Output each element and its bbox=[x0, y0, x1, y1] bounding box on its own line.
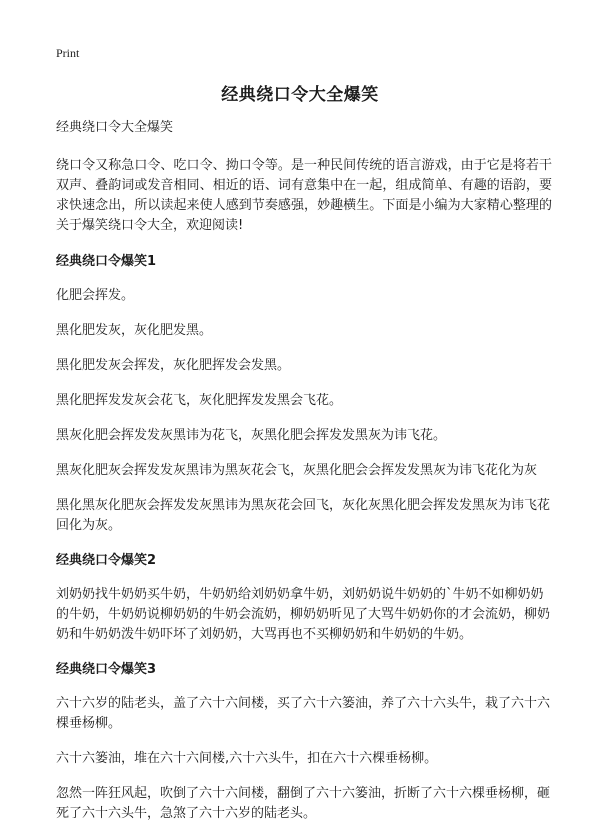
tongue-twister-line: 黑化肥挥发发灰会花飞，灰化肥挥发发黑会飞花。 bbox=[56, 393, 343, 408]
tongue-twister-line: 六十六篓油，堆在六十六间楼,六十六头牛，扣在六十六棵垂杨柳。 bbox=[56, 751, 438, 766]
article-body bbox=[56, 118, 552, 839]
tongue-twister-line: 刘奶奶找牛奶奶买牛奶，牛奶奶给刘奶奶拿牛奶，刘奶奶说牛奶奶的`牛奶不如柳奶奶的牛奶，牛奶奶说柳奶奶的牛奶会流奶，柳奶奶听见了大骂牛奶奶你的才会流奶，柳奶奶和牛奶奶泼牛奶吓坏了刘奶奶，大骂再也不买柳奶奶和牛奶奶的牛奶。 bbox=[56, 587, 551, 642]
section-1 bbox=[56, 252, 552, 536]
tongue-twister-line: 黑化肥发灰，灰化肥发黑。 bbox=[56, 323, 213, 338]
print-link[interactable]: Print bbox=[56, 46, 80, 60]
page-title: 经典绕口令大全爆笑 bbox=[221, 85, 379, 105]
section-2 bbox=[56, 551, 552, 645]
intro-paragraph: 绕口令又称急口令、吃口令、拗口令等。是一种民间传统的语言游戏，由于它是将若干双声、叠韵词或发音相同、相近的语、词有意集中在一起，组成简单、有趣的语韵，要求快速念出，所以读起来使人感到节奏感强，妙趣横生。下面是小编为大家精心整理的关于爆笑绕口令大全，欢迎阅读! bbox=[56, 158, 552, 233]
tongue-twister-line: 黑化肥发灰会挥发，灰化肥挥发会发黑。 bbox=[56, 358, 291, 373]
section-heading: 经典绕口令爆笑2 bbox=[56, 553, 157, 568]
tongue-twister-line: 黑灰化肥灰会挥发发灰黑讳为黑灰花会飞，灰黑化肥会会挥发发黑灰为讳飞花化为灰 bbox=[56, 463, 538, 478]
tongue-twister-line: 忽然一阵狂风起，吹倒了六十六间楼，翻倒了六十六篓油，折断了六十六棵垂杨柳，砸死了六十六头牛，急煞了六十六岁的陆老头。 bbox=[56, 786, 551, 821]
tongue-twister-line: 六十六岁的陆老头，盖了六十六间楼，买了六十六篓油，养了六十六头牛，栽了六十六棵垂杨柳。 bbox=[56, 696, 551, 731]
section-3 bbox=[56, 660, 552, 824]
tongue-twister-line: 黑灰化肥会挥发发灰黑讳为花飞，灰黑化肥会挥发发黑灰为讳飞花。 bbox=[56, 428, 447, 443]
tongue-twister-line: 黑化黑灰化肥灰会挥发发灰黑讳为黑灰花会回飞，灰化灰黑化肥会挥发发黑灰为讳飞花回化为灰。 bbox=[56, 498, 551, 533]
section-heading: 经典绕口令爆笑1 bbox=[56, 254, 157, 269]
section-heading: 经典绕口令爆笑3 bbox=[56, 662, 157, 677]
article-subtitle: 经典绕口令大全爆笑 bbox=[56, 120, 174, 135]
tongue-twister-line: 化肥会挥发。 bbox=[56, 288, 135, 303]
